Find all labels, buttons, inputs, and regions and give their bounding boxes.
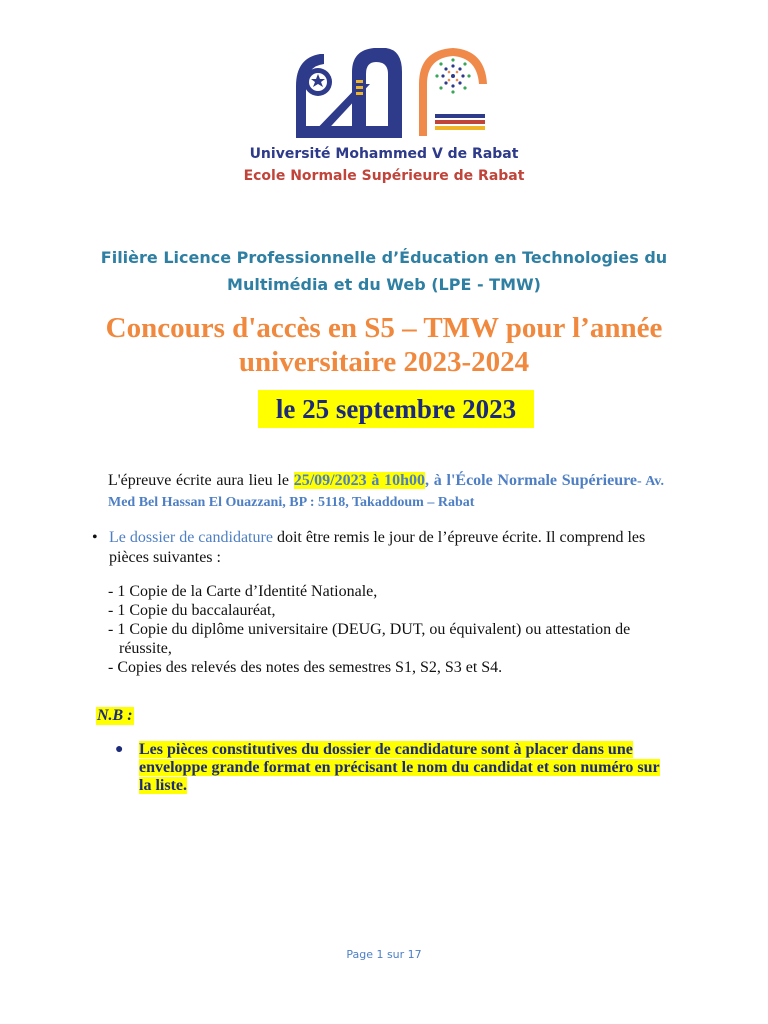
concours-title-line-2: universitaire 2023-2024 [238, 346, 530, 378]
list-item: - Copies des relevés des notes des semestres S1, S2, S3 et S4. [108, 659, 503, 676]
list-item: - 1 Copie du baccalauréat, [108, 602, 276, 619]
epreuve-paragraph [108, 471, 664, 513]
epreuve-address: - Av. Med Bel Hassan El Ouazzani, BP : 5118, Takaddoum – Rabat [108, 474, 664, 510]
university-name: Université Mohammed V de Rabat [249, 146, 519, 162]
concours-title [40, 311, 728, 379]
bullet-icon: • [92, 529, 98, 546]
epreuve-datetime: 25/09/2023 à 10h00 [293, 472, 425, 489]
list-item: - 1 Copie du diplôme universitaire (DEUG, DUT, ou équivalent) ou attestation de [108, 621, 631, 638]
list-item-continuation: réussite, [119, 640, 172, 657]
dossier-paragraph [92, 528, 682, 568]
epreuve-place: , à l'École Normale Supérieure [425, 472, 638, 489]
epreuve-intro: L'épreuve écrite aura lieu le [108, 472, 294, 489]
nb-note [139, 741, 673, 795]
dossier-label: Le dossier de candidature [109, 529, 273, 546]
umv-logo [290, 44, 408, 140]
filiere-line-1: Filière Licence Professionnelle d’Éducation en Technologies du [100, 248, 668, 267]
filiere-heading [60, 244, 708, 298]
page-number: Page 1 sur 17 [346, 948, 422, 961]
nb-note-line-3: la liste. [139, 777, 187, 794]
concours-title-line-1: Concours d'accès en S5 – TMW pour l’année [105, 312, 663, 344]
nb-note-line-2: enveloppe grande format en précisant le nom du candidat et son numéro sur [139, 759, 660, 776]
filiere-line-2: Multimédia et du Web (LPE - TMW) [227, 275, 541, 294]
school-name: Ecole Normale Supérieure de Rabat [243, 168, 525, 184]
ens-logo [413, 44, 491, 140]
list-item: - 1 Copie de la Carte d’Identité Nationale, [108, 583, 378, 600]
dossier-text: doit être remis le jour de l’épreuve écrite. Il comprend les pièces suivantes : [109, 529, 646, 566]
concours-date: le 25 septembre 2023 [275, 394, 517, 424]
pieces-list [108, 582, 688, 677]
nb-note-line-1: Les pièces constitutives du dossier de candidature sont à placer dans une [139, 741, 633, 758]
nb-label: N.B : [97, 707, 133, 724]
bullet-icon: ● [115, 742, 124, 757]
